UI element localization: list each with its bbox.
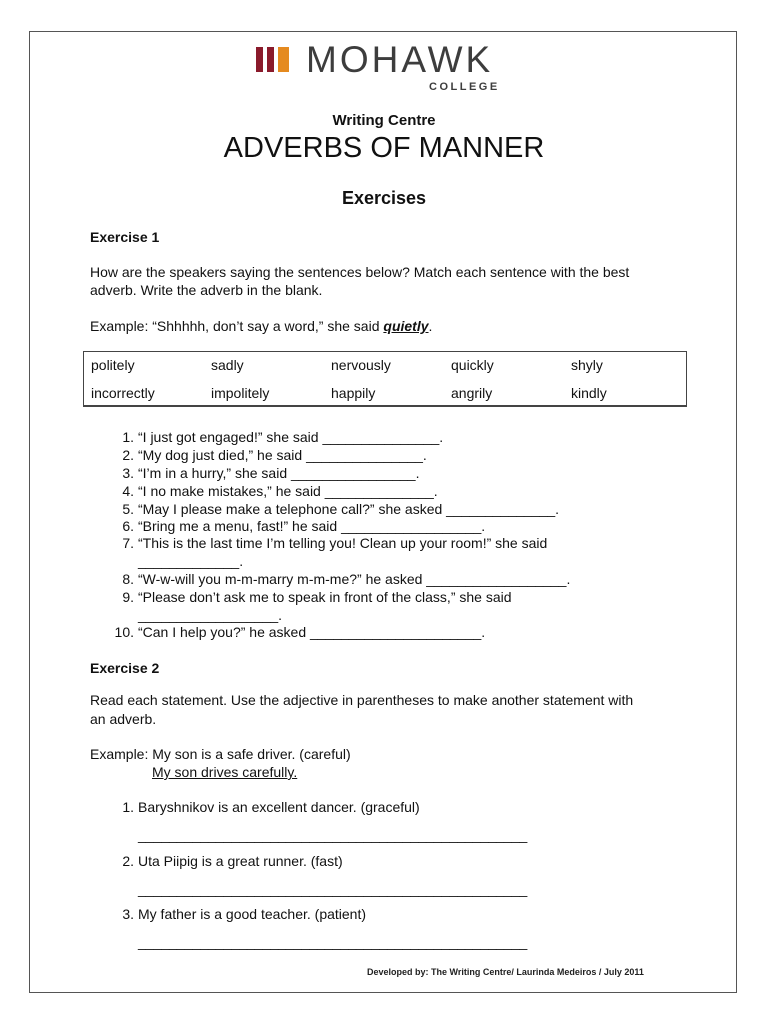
item-text: “I no make mistakes,” he said ______________. xyxy=(138,483,438,499)
word-bank-word: sadly xyxy=(211,357,244,373)
item-number: 3. xyxy=(122,465,134,481)
exercise-2-heading: Exercise 2 xyxy=(90,660,160,676)
item-text: “Please don’t ask me to speak in front of the class,” she said xyxy=(138,589,512,605)
list-item xyxy=(110,905,630,955)
word-bank-word: impolitely xyxy=(211,385,270,401)
logo-bar-3 xyxy=(278,47,289,72)
item-text: Uta Piipig is a great runner. (fast) xyxy=(138,853,343,869)
word-bank-word: shyly xyxy=(571,357,603,373)
exercise-1-instructions-line-2: adverb. Write the adverb in the blank. xyxy=(90,282,323,298)
word-bank-word: quickly xyxy=(451,357,494,373)
section-title: Exercises xyxy=(341,188,427,208)
list-item xyxy=(110,798,630,848)
exercise-2-example-answer: My son drives carefully. xyxy=(152,764,298,780)
answer-blank[interactable]: __________________________________________________ xyxy=(138,881,528,897)
word-bank-word: angrily xyxy=(451,385,493,401)
word-bank-row-2 xyxy=(84,380,686,408)
example-prefix: Example: “Shhhhh, don’t say a word,” she said xyxy=(90,318,384,334)
answer-blank[interactable]: __________________________________________________ xyxy=(138,934,528,950)
word-bank-word: incorrectly xyxy=(91,385,155,401)
item-text-continued: __________________. xyxy=(138,607,283,623)
item-text: Baryshnikov is an excellent dancer. (graceful) xyxy=(138,799,420,815)
example-suffix: . xyxy=(428,318,433,334)
answer-blank[interactable]: __________________________________________________ xyxy=(138,827,528,843)
item-number: 2. xyxy=(122,853,134,869)
item-text: “My dog just died,” he said _______________. xyxy=(138,447,427,463)
item-text: “W-w-will you m-m-marry m-m-me?” he asked __________________. xyxy=(138,571,571,587)
item-number: 2. xyxy=(122,447,134,463)
item-number: 7. xyxy=(122,535,134,551)
item-text: “May I please make a telephone call?” she asked ______________. xyxy=(138,501,560,517)
item-text: “Can I help you?” he asked ______________________. xyxy=(138,624,486,640)
item-number: 6. xyxy=(122,518,134,534)
department-title: Writing Centre xyxy=(332,112,436,129)
word-bank-word: politely xyxy=(91,357,135,373)
list-item xyxy=(110,852,630,902)
item-text: My father is a good teacher. (patient) xyxy=(138,906,367,922)
exercise-1-instructions-line-1: How are the speakers saying the sentences below? Match each sentence with the best xyxy=(90,264,630,280)
exercise-2-instructions-line-2: an adverb. xyxy=(90,711,157,727)
item-text: “Bring me a menu, fast!” he said __________________. xyxy=(138,518,486,534)
word-bank-word: nervously xyxy=(331,357,391,373)
item-number: 9. xyxy=(122,589,134,605)
list-item xyxy=(110,588,630,624)
adverb-word-bank xyxy=(83,351,687,407)
logo-wordmark: MOHAWK xyxy=(306,39,494,80)
exercise-1-example xyxy=(90,317,690,335)
logo-college: COLLEGE xyxy=(429,81,500,93)
example-answer: quietly xyxy=(383,318,429,334)
exercise-1-heading: Exercise 1 xyxy=(90,229,160,245)
item-number: 1. xyxy=(122,429,134,445)
logo-bar-1 xyxy=(256,47,263,72)
item-number: 8. xyxy=(122,571,134,587)
item-number: 4. xyxy=(122,483,134,499)
exercise-2-example: Example: My son is a safe driver. (careful) xyxy=(90,746,351,762)
item-text: “This is the last time I’m telling you! Clean up your room!” she said xyxy=(138,535,548,551)
item-text: “I’m in a hurry,” she said ________________. xyxy=(138,465,420,481)
item-text-continued: _____________. xyxy=(138,553,244,569)
item-number: 3. xyxy=(122,906,134,922)
exercise-2-instructions-line-1: Read each statement. Use the adjective in parentheses to make another statement with xyxy=(90,692,634,708)
list-item xyxy=(110,534,630,570)
item-number: 10. xyxy=(114,624,134,640)
item-number: 1. xyxy=(122,799,134,815)
word-bank-word: kindly xyxy=(571,385,607,401)
mohawk-logo-icon xyxy=(256,47,296,72)
worksheet-page xyxy=(29,31,737,993)
logo-bar-2 xyxy=(267,47,274,72)
item-number: 5. xyxy=(122,501,134,517)
page-title: ADVERBS OF MANNER xyxy=(223,132,545,164)
word-bank-word: happily xyxy=(331,385,376,401)
word-bank-row-1 xyxy=(84,352,686,380)
item-text: “I just got engaged!” she said _______________. xyxy=(138,429,444,445)
footer-credit: Developed by: The Writing Centre/ Laurinda Medeiros / July 2011 xyxy=(367,967,644,977)
